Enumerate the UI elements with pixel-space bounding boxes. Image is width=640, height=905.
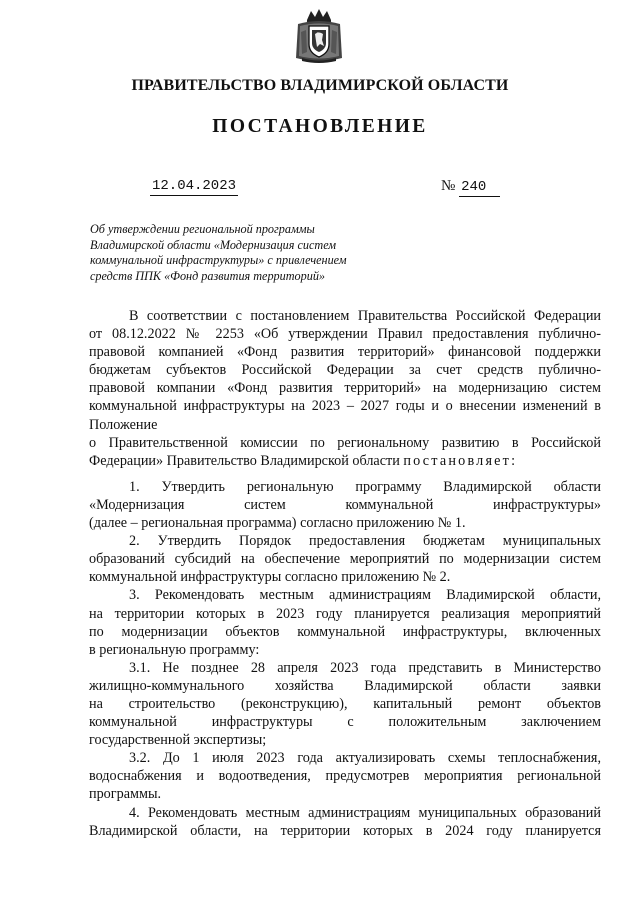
subject-line: коммунальной инфраструктуры» с привлечением [90, 253, 347, 267]
text-line: коммунальной инфраструктуры согласно приложению № 2. [89, 569, 451, 586]
text-line: бюджетам субъектов Российской Федерации за счет средств публично- [89, 362, 601, 379]
text-line: программы. [89, 786, 162, 803]
text-line: 3.1. Не позднее 28 апреля 2023 года представить в Министерство [129, 659, 601, 676]
text-line: правовой компании «Фонд развития территорий» на модернизацию систем [89, 380, 601, 397]
subject-line: средств ППК «Фонд развития территорий» [90, 268, 326, 283]
preamble-paragraph [89, 307, 601, 470]
text-line: коммунальной инфраструктуры на 2023 – 2027 годы и о внесении изменений в [89, 398, 601, 415]
clause-3-2 [89, 749, 601, 803]
text-line: Владимирской области, на территории которых в 2024 году планируется [89, 822, 601, 839]
clause-3-1 [89, 659, 601, 749]
preamble-final-text: Федерации» Правительство Владимирской области [89, 452, 400, 469]
text-line: образований субсидий на обеспечение мероприятий по модернизации систем [89, 551, 601, 568]
text-line [89, 452, 601, 470]
document-date: 12.04.2023 [152, 178, 237, 194]
text-line: В соответствии с постановлением Правительства Российской Федерации [129, 308, 601, 324]
text-line: 2. Утвердить Порядок предоставления бюджетам муниципальных [129, 533, 601, 550]
text-line: 3. Рекомендовать местным администрациям Владимирской области, [129, 587, 601, 604]
document-type-title: ПОСТАНОВЛЕНИЕ [212, 116, 428, 137]
document-subject [90, 222, 390, 284]
clause-3 [89, 586, 601, 658]
coat-of-arms-emblem [292, 6, 346, 64]
document-body [89, 307, 601, 840]
text-line: 1. Утвердить региональную программу Владимирской области [129, 478, 601, 495]
text-line: от 08.12.2022 № 2253 «Об утверждении Правил предоставления публично- [89, 326, 601, 343]
text-line: правовой компанией «Фонд развития территорий» финансовой поддержки [89, 344, 601, 361]
text-line: «Модернизация систем коммунальной инфраструктуры» [89, 496, 601, 513]
text-line: коммунальной инфраструктуры с положительным заключением [89, 714, 601, 731]
text-line: на строительство (реконструкцию), капитальный ремонт объектов [89, 695, 601, 712]
decree-word: постановляет: [403, 452, 518, 469]
text-line: по модернизации объектов коммунальной инфраструктуры, включенных [89, 623, 601, 640]
text-line: водоснабжения и водоотведения, предусмотрев мероприятия региональной [89, 768, 601, 785]
text-line: Положение [89, 416, 158, 433]
text-line: в региональную программу: [89, 641, 260, 658]
document-number: 240 [459, 179, 500, 197]
text-line: (далее – региональная программа) согласно приложению № 1. [89, 515, 466, 532]
document-number-block [441, 178, 500, 195]
text-line: жилищно-коммунального хозяйства Владимирской области заявки [89, 677, 601, 694]
subject-line: Владимирской области «Модернизация систем [90, 237, 337, 252]
number-sign: № [441, 178, 456, 194]
clause-2 [89, 532, 601, 586]
clause-1 [89, 478, 601, 532]
text-line: о Правительственной комиссии по региональному развитию в Российской [89, 434, 601, 451]
text-line: государственной экспертизы; [89, 732, 267, 749]
government-name: ПРАВИТЕЛЬСТВО ВЛАДИМИРСКОЙ ОБЛАСТИ [131, 77, 509, 94]
subject-line: Об утверждении региональной программы [90, 222, 315, 236]
clause-4 [89, 804, 601, 840]
text-line: 3.2. До 1 июля 2023 года актуализировать схемы теплоснабжения, [129, 750, 601, 767]
text-line: 4. Рекомендовать местным администрациям муниципальных образований [129, 804, 601, 821]
text-line: на территории которых в 2023 году планируется реализация мероприятий [89, 605, 601, 622]
